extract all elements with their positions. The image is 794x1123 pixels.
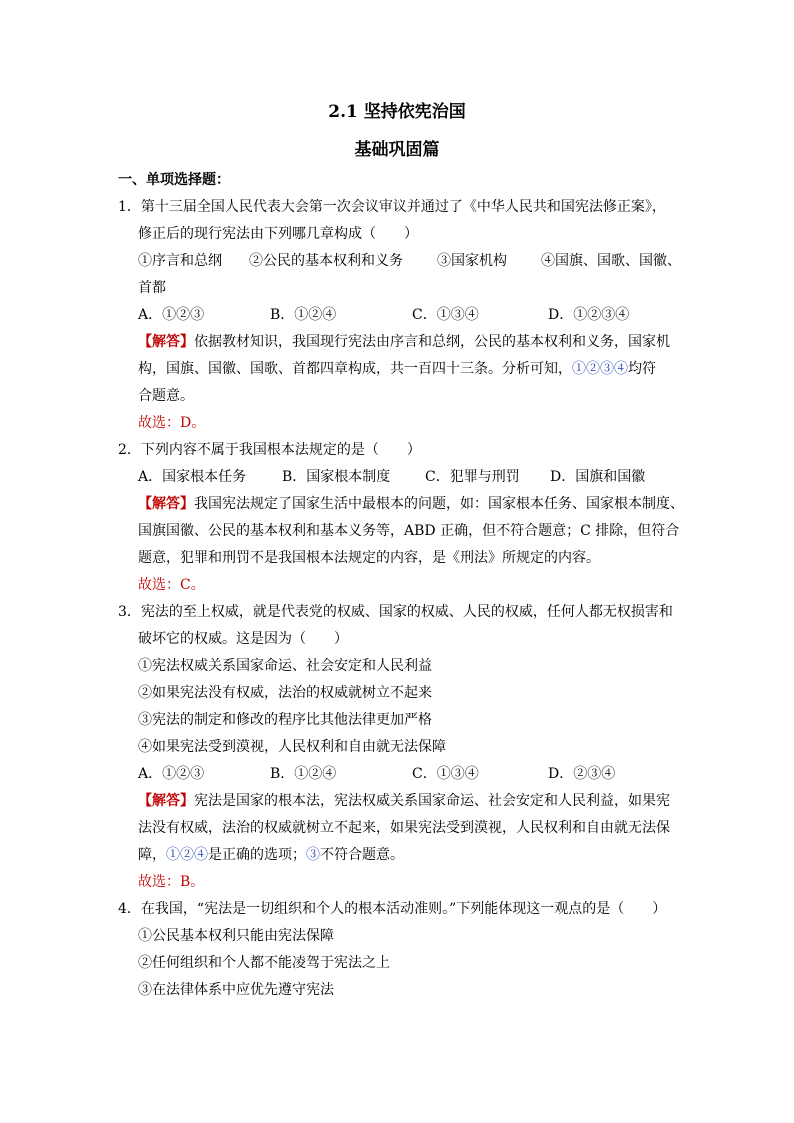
q1-option-d: D．①②③④	[548, 307, 630, 323]
q3-selection: 故选：B。	[138, 874, 205, 890]
q1-selection: 故选：D。	[138, 415, 206, 431]
q3-statement-1: ①宪法权威关系国家命运、社会安定和人民利益	[138, 658, 432, 674]
answer-tag: 【解答】	[138, 496, 194, 512]
q3-answer-text3-mid: 是正确的选项；	[208, 847, 306, 863]
q3-answer-text3-end: 不符合题意。	[320, 847, 404, 863]
q1-option-c: C．①③④	[412, 307, 479, 323]
q4-statement-1: ①公民基本权利只能由宪法保障	[138, 928, 334, 944]
q3-statement-3: ③宪法的制定和修改的程序比其他法律更加严格	[138, 712, 432, 728]
q1-answer-text1: 依据教材知识，我国现行宪法由序言和总纲，公民的基本权利和义务，国家机	[194, 334, 670, 350]
q3-answer-text3: 障，	[138, 847, 166, 863]
q3-statement-2: ②如果宪法没有权威，法治的权威就树立不起来	[138, 685, 432, 701]
q1-statement-4: ④国旗、国歌、国徽、	[541, 253, 681, 269]
q3-statement-4: ④如果宪法受到漠视，人民权利和自由就无法保障	[138, 739, 446, 755]
q3-answer-highlight1: ①②④	[166, 847, 208, 863]
q3-option-c: C．①③④	[412, 766, 479, 782]
q1-answer-highlight: ①②③④	[572, 361, 628, 377]
section-heading: 一、单项选择题：	[118, 172, 230, 188]
q1-statement-3: ③国家机构	[437, 253, 507, 269]
answer-tag: 【解答】	[138, 334, 194, 350]
q3-answer-line1	[138, 791, 670, 811]
page-title: 2.1 坚持依宪治国	[328, 102, 466, 122]
q3-option-d: D．②③④	[548, 766, 616, 782]
q2-option-c: C．犯罪与刑罚	[425, 469, 520, 485]
q3-answer-line2: 法没有权威，法治的权威就树立不起来，如果宪法受到漠视，人民权利和自由就无法保	[138, 820, 670, 836]
q4-statement-2: ②任何组织和个人都不能凌驾于宪法之上	[138, 955, 390, 971]
page-subtitle: 基础巩固篇	[354, 140, 440, 160]
q2-stem-line1: 2．下列内容不属于我国根本法规定的是（ ）	[118, 442, 421, 458]
q1-statement-4-cont: 首都	[138, 280, 166, 296]
q3-option-a: A．①②③	[138, 766, 205, 782]
q3-stem-line2: 破坏它的权威。这是因为（ ）	[138, 631, 348, 647]
q1-answer-line2	[138, 359, 656, 379]
q2-option-d: D．国旗和国徽	[550, 469, 646, 485]
q2-option-a: A．国家根本任务	[138, 469, 247, 485]
q1-answer-line1	[138, 332, 670, 352]
q2-selection: 故选：C。	[138, 577, 205, 593]
q1-answer-text2: 构，国旗、国徽、国歌、首都四章构成，共一百四十三条。分析可知，	[138, 361, 572, 377]
q2-answer-line3: 题意，犯罪和刑罚不是我国根本法规定的内容，是《刑法》所规定的内容。	[138, 550, 600, 566]
q1-stem-line1: 1．第十三届全国人民代表大会第一次会议审议并通过了《中华人民共和国宪法修正案》，	[118, 199, 666, 215]
q1-statement-1: ①序言和总纲	[138, 253, 222, 269]
q2-answer-line2: 国旗国徽、公民的基本权利和基本义务等，ABD 正确，但不符合题意；C 排除，但符合	[138, 523, 680, 539]
q1-answer-line3: 合题意。	[138, 388, 194, 404]
q1-answer-text2-end: 均符	[628, 361, 656, 377]
q3-answer-highlight2: ③	[306, 847, 320, 863]
q2-answer-text1: 我国宪法规定了国家生活中最根本的问题，如：国家根本任务、国家根本制度、	[194, 496, 684, 512]
q1-stem-line2: 修正后的现行宪法由下列哪几章构成（ ）	[138, 226, 418, 242]
q3-option-b: B．①②④	[270, 766, 337, 782]
q2-option-b: B．国家根本制度	[282, 469, 391, 485]
q3-stem-line1: 3．宪法的至上权威，就是代表党的权威、国家的权威、人民的权威，任何人都无权损害和	[118, 604, 673, 620]
answer-tag: 【解答】	[138, 793, 194, 809]
q4-statement-3: ③在法律体系中应优先遵守宪法	[138, 982, 334, 998]
q1-option-a: A．①②③	[138, 307, 205, 323]
q4-stem-line1: 4．在我国，“宪法是一切组织和个人的根本活动准则。”下列能体现这一观点的是（ ）	[118, 901, 667, 917]
q1-option-b: B．①②④	[270, 307, 337, 323]
q3-answer-line3	[138, 845, 404, 865]
q1-statement-2: ②公民的基本权利和义务	[249, 253, 403, 269]
q3-answer-text1: 宪法是国家的根本法，宪法权威关系国家命运、社会安定和人民利益，如果宪	[194, 793, 670, 809]
q2-answer-line1	[138, 494, 684, 514]
